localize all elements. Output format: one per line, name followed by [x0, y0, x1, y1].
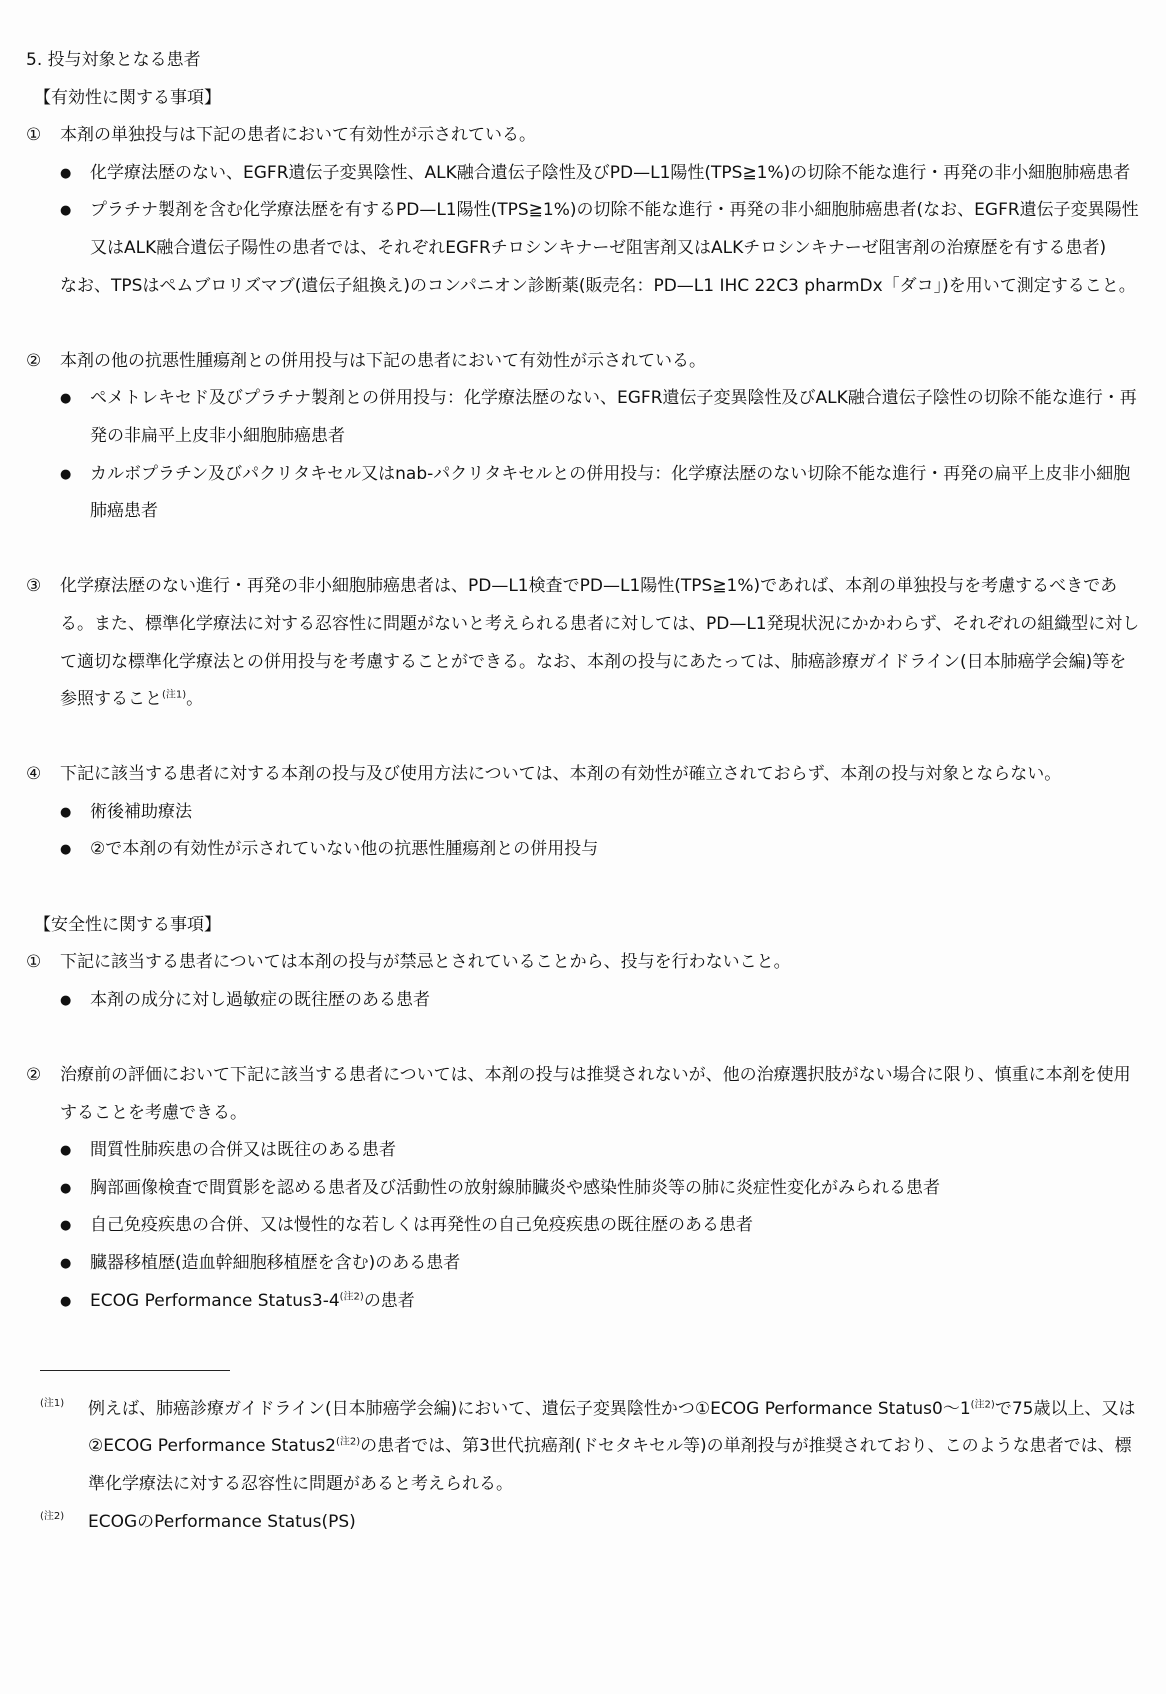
- spacer: [26, 1320, 1142, 1358]
- footnote-text: ECOGのPerformance Status(PS): [88, 1511, 356, 1532]
- item-number: ④: [26, 764, 42, 785]
- item-number: ②: [26, 1065, 42, 1086]
- footnote-text: 例えば、肺癌診療ガイドライン(日本肺癌学会編)において、遺伝子変異陰性かつ①ECOG Performance $Status0\sim 1^{(注2)}$で75歳以上、又は②ECOG Performance $Status2^{(注2)}$の患者では、第3世代抗癌剤(ドセタキセル等)の単剤投与が推奨されており、このような患者では、標準化学療法に対する忍容性に問題があると考えられる。: [88, 1398, 1136, 1494]
- bullet-icon: ●: [60, 804, 72, 820]
- footnote-2: [26, 1504, 1142, 1542]
- list-item: ● ペメトレキセド及びプラチナ製剤との併用投与：化学療法歴のない、EGFR遺伝子変異陰性及びALK融合遺伝子陰性の切除不能な進行・再発の非扁平上皮非小細胞肺癌患者: [60, 380, 1142, 455]
- list-item: ● 本剤の成分に対し過敏症の既往歴のある患者: [60, 982, 1142, 1020]
- list-item: ● ②で本剤の有効性が示されていない他の抗悪性腫瘍剤との併用投与: [60, 831, 1142, 869]
- section-title: 5. 投与対象となる患者: [26, 50, 201, 70]
- safety-item-2-bullets: [60, 1132, 1142, 1320]
- safety-item-2: [26, 1057, 1142, 1132]
- spacer: [26, 305, 1142, 343]
- efficacy-item-4: [26, 756, 1142, 794]
- spacer: [26, 719, 1142, 757]
- list-item: ● 臓器移植歴(造血幹細胞移植歴を含む)のある患者: [60, 1245, 1142, 1283]
- item-text: 下記に該当する患者については本剤の投与が禁忌とされていることから、投与を行わないこと。: [60, 952, 791, 973]
- item-text: 化学療法歴のない進行・再発の非小細胞肺癌患者は、PD—L1検査でPD—L1陽性(TPS≧1%)であれば、本剤の単独投与を考慮するべきである。また、標準化学療法に対する忍容性に問題がないと考えられる患者に対しては、PD—L1発現状況にかかわらず、それぞれの組織型に対して適切な標準化学療法との併用投与を考慮することができる。なお、本剤の投与にあたっては、肺癌診療ガイドライン(日本肺癌学会編)等を参照すること$^{(注1)}$。: [60, 576, 1140, 710]
- safety-item-1: [26, 944, 1142, 982]
- item-number: ②: [26, 350, 42, 371]
- list-item: ● 間質性肺疾患の合併又は既往のある患者: [60, 1132, 1142, 1170]
- spacer: [26, 869, 1142, 907]
- bullet-icon: ●: [60, 992, 72, 1008]
- list-item: ● ECOG Performance $Status3-4^{(注2)}$の患者: [60, 1283, 1142, 1321]
- spacer: [26, 1019, 1142, 1057]
- safety-item-1-bullets: [60, 982, 1142, 1020]
- efficacy-item-1-bullets: [60, 155, 1142, 268]
- footnote-ref: (注2): [970, 1399, 995, 1411]
- efficacy-heading: 【有効性に関する事項】: [34, 87, 221, 108]
- item-text: 本剤の他の抗悪性腫瘍剤との併用投与は下記の患者において有効性が示されている。: [60, 350, 706, 371]
- spacer: [26, 531, 1142, 569]
- footnote-mark: (注2): [40, 1510, 65, 1522]
- bullet-icon: ●: [60, 203, 72, 219]
- bullet-icon: ●: [60, 1293, 72, 1309]
- bullet-icon: ●: [60, 165, 72, 181]
- footnote-ref: (注1): [162, 689, 187, 701]
- footnote-mark: (注1): [40, 1397, 65, 1409]
- list-item: ● カルボプラチン及びパクリタキセル又はnab-パクリタキセルとの併用投与：化学療法歴のない切除不能な進行・再発の扁平上皮非小細胞肺癌患者: [60, 456, 1142, 531]
- safety-heading: 【安全性に関する事項】: [34, 914, 221, 935]
- item-text: 治療前の評価において下記に該当する患者については、本剤の投与は推奨されないが、他の治療選択肢がない場合に限り、慎重に本剤を使用することを考慮できる。: [60, 1065, 1131, 1123]
- bullet-icon: ●: [60, 1180, 72, 1196]
- bullet-icon: ●: [60, 1256, 72, 1271]
- footnote-divider: [40, 1370, 230, 1371]
- footnote-1: [26, 1391, 1142, 1504]
- bullet-icon: ●: [60, 1143, 72, 1159]
- efficacy-item-2-bullets: [60, 380, 1142, 530]
- item-number: ③: [26, 576, 42, 597]
- list-item: ● 化学療法歴のない、EGFR遺伝子変異陰性、ALK融合遺伝子陰性及びPD—L1陽性(TPS≧1%)の切除不能な進行・再発の非小細胞肺癌患者: [60, 155, 1142, 193]
- list-item: ● プラチナ製剤を含む化学療法歴を有するPD—L1陽性(TPS≧1%)の切除不能な進行・再発の非小細胞肺癌患者(なお、EGFR遺伝子変異陽性又はALK融合遺伝子陽性の患者では、それぞれEGFRチロシンキナーゼ阻害剤又はALKチロシンキナーゼ阻害剤の治療歴を有する患者): [60, 192, 1142, 267]
- list-item: ● 胸部画像検査で間質影を認める患者及び活動性の放射線肺臓炎や感染性肺炎等の肺に炎症性変化がみられる患者: [60, 1170, 1142, 1208]
- bullet-icon: ●: [60, 466, 72, 482]
- efficacy-item-1: [26, 117, 1142, 155]
- list-item: ● 自己免疫疾患の合併、又は慢性的な若しくは再発性の自己免疫疾患の既往歴のある患者: [60, 1207, 1142, 1245]
- list-item: ● 術後補助療法: [60, 794, 1142, 832]
- footnote-ref: (注2): [339, 1290, 364, 1302]
- efficacy-item-3: [26, 568, 1142, 718]
- bullet-icon: ●: [60, 842, 72, 858]
- item-number: ①: [26, 125, 42, 146]
- footnote-ref: (注2): [335, 1436, 361, 1448]
- item-text: 本剤の単独投与は下記の患者において有効性が示されている。: [60, 125, 536, 146]
- efficacy-item-2: [26, 343, 1142, 381]
- tps-note: なお、TPSはペムブロリズマブ(遺伝子組換え)のコンパニオン診断薬(販売名：PD—L1 IHC 22C3 pharmDx「ダコ」)を用いて測定すること。: [60, 275, 1136, 296]
- efficacy-item-4-bullets: [60, 794, 1142, 869]
- bullet-icon: ●: [60, 1218, 72, 1234]
- item-number: ①: [26, 952, 42, 973]
- bullet-icon: ●: [60, 391, 72, 407]
- item-text: 下記に該当する患者に対する本剤の投与及び使用方法については、本剤の有効性が確立されておらず、本剤の投与対象とならない。: [60, 764, 1062, 785]
